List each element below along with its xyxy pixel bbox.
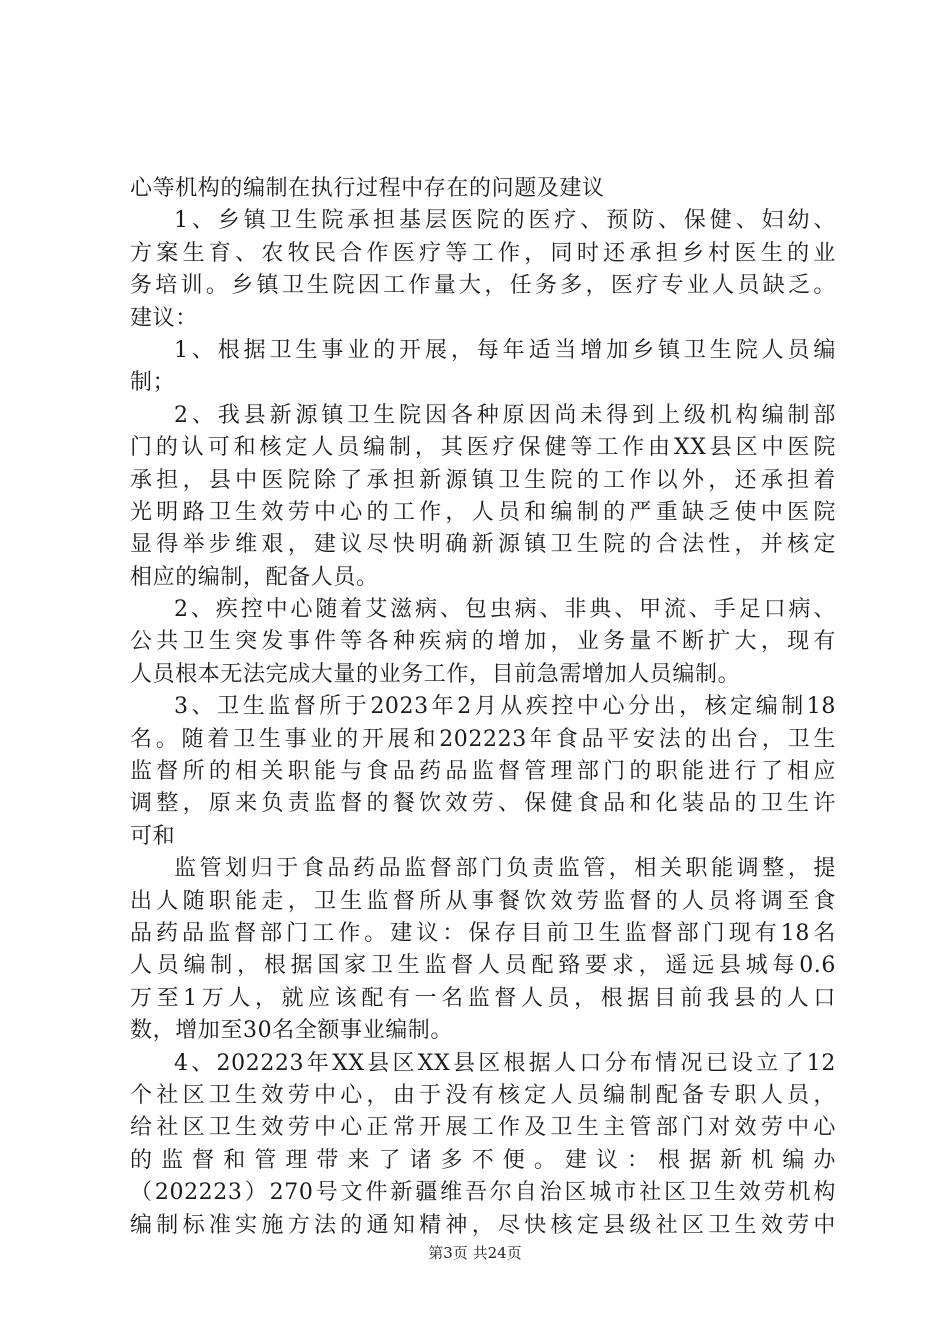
paragraph-line: 4、202223年XX县区XX县区根据人口分布情况已设立了12	[174, 1050, 836, 1076]
text-line: 的监督和管理带来了诸多不便。建议：根据新机编办	[130, 1147, 836, 1173]
text-line: 个社区卫生效劳中心，由于没有核定人员编制配备专职人员，	[130, 1082, 836, 1108]
text-line: 名。随着卫生事业的开展和202223年食品平安法的出台，卫生	[130, 726, 836, 752]
text-line: 给社区卫生效劳中心正常开展工作及卫生主管部门对效劳中心	[130, 1115, 836, 1141]
paragraph-line: 3、卫生监督所于2023年2月从疾控中心分出，核定编制18	[174, 694, 836, 720]
paragraph-line: 2、我县新源镇卫生院因各种原因尚未得到上级机构编制部	[174, 402, 836, 428]
page-footer	[0, 1242, 950, 1263]
text-line: 相应的编制，配备人员。	[130, 564, 379, 590]
text-line: 编制标准实施方法的通知精神，尽快核定县级社区卫生效劳中	[130, 1212, 836, 1238]
text-line: 公共卫生突发事件等各种疾病的增加，业务量不断扩大，现有	[130, 629, 836, 655]
text-line: 门的认可和核定人员编制，其医疗保健等工作由XX县区中医院	[130, 435, 836, 461]
paragraph-line: 2、疾控中心随着艾滋病、包虫病、非典、甲流、手足口病、	[174, 597, 836, 623]
paragraph-line: 监管划归于食品药品监督部门负责监管，相关职能调整，提	[174, 856, 836, 882]
text-line: 建议：	[130, 305, 198, 331]
text-line: 品药品监督部门工作。建议：保存目前卫生监督部门现有18名	[130, 920, 836, 946]
text-line: 人员根本无法完成大量的业务工作，目前急需增加人员编制。	[130, 661, 741, 687]
text-line: （202223）270号文件新疆维吾尔自治区城市社区卫生效劳机构	[130, 1180, 836, 1206]
text-line: 人员编制，根据国家卫生监督人员配臵要求，遥远县城每0.6	[130, 953, 836, 979]
text-line: 承担，县中医院除了承担新源镇卫生院的工作以外，还承担着	[130, 467, 836, 493]
text-line: 监督所的相关职能与食品药品监督管理部门的职能进行了相应	[130, 759, 836, 785]
text-line: 可和	[130, 823, 176, 849]
paragraph-line: 1、乡镇卫生院承担基层医院的医疗、预防、保健、妇幼、	[174, 208, 836, 234]
text-line: 调整，原来负责监督的餐饮效劳、保健食品和化装品的卫生许	[130, 791, 836, 817]
text-line: 光明路卫生效劳中心的工作，人员和编制的严重缺乏使中医院	[130, 499, 836, 525]
text-line: 出人随职能走，卫生监督所从事餐饮效劳监督的人员将调至食	[130, 888, 836, 914]
text-line: 制；	[130, 370, 176, 396]
text-line: 万至1万人，就应该配有一名监督人员，根据目前我县的人口	[130, 985, 836, 1011]
text-line: 务培训。乡镇卫生院因工作量大，任务多，医疗专业人员缺乏。	[130, 273, 836, 299]
text-line: 数，增加至30名全额事业编制。	[130, 1018, 453, 1044]
text-line: 显得举步维艰，建议尽快明确新源镇卫生院的合法性，并核定	[130, 532, 836, 558]
text-line: 方案生育、农牧民合作医疗等工作，同时还承担乡村医生的业	[130, 240, 836, 266]
paragraph-line: 1、根据卫生事业的开展，每年适当增加乡镇卫生院人员编	[174, 337, 836, 363]
page-number: 第3页 共24页	[428, 1244, 522, 1262]
text-line: 心等机构的编制在执行过程中存在的问题及建议	[130, 176, 605, 201]
document-body	[130, 173, 836, 1242]
